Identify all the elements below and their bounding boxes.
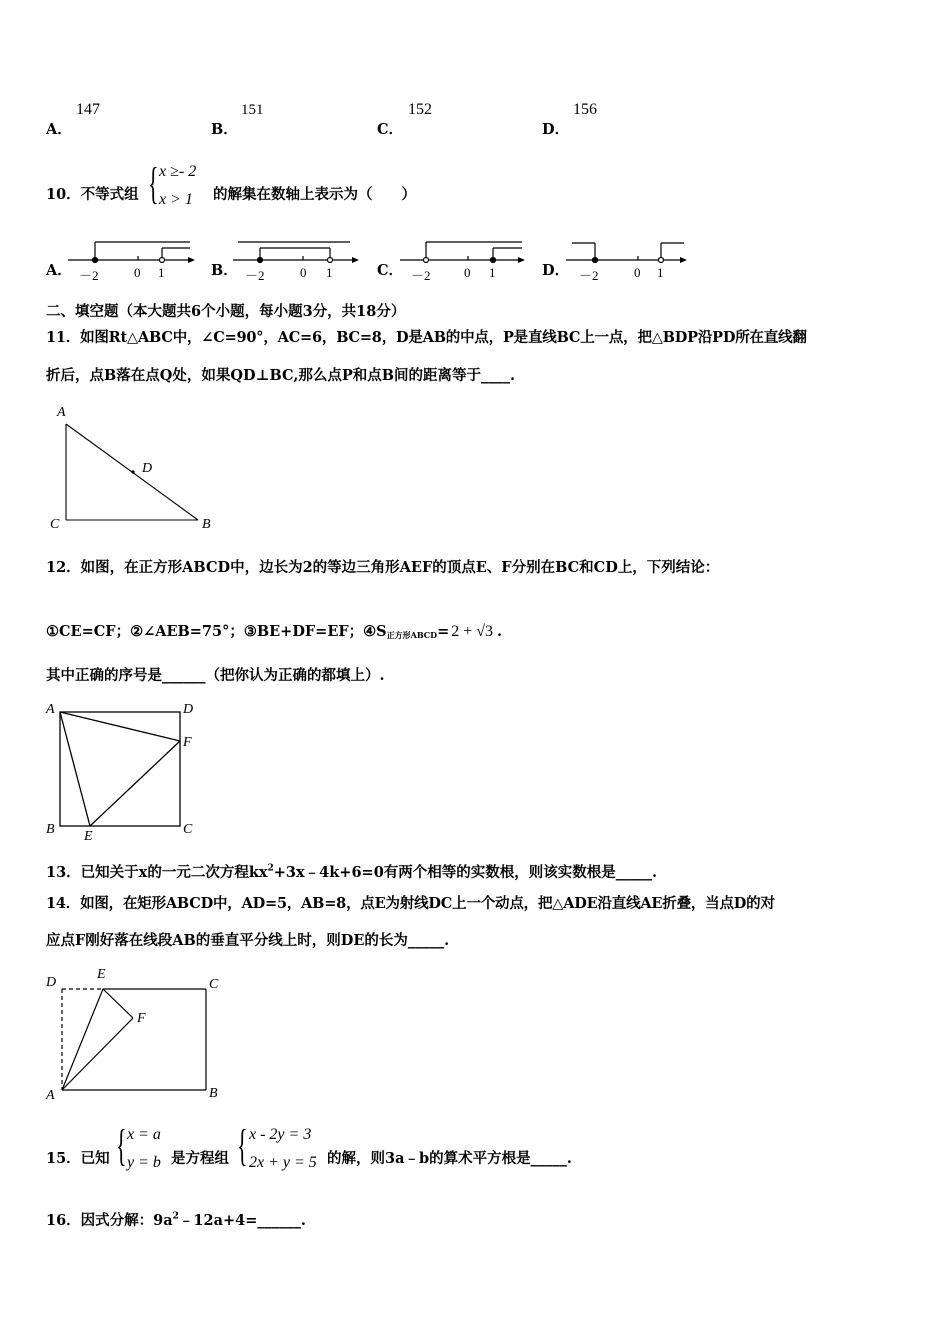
q12-label-e: E <box>84 829 93 844</box>
q10-inequality-2: x > 1 <box>159 191 193 208</box>
q16-pre: 16．因式分解：9a <box>46 1212 173 1229</box>
q9-option-d-letter: D． <box>542 121 570 138</box>
q13-pre: 13．已知关于x的一元二次方程kx <box>46 864 268 881</box>
q9-option-c-letter: C． <box>377 121 404 138</box>
q9-option-b-letter: B． <box>211 121 238 138</box>
q10a-point-1 <box>160 258 165 263</box>
section-2-heading: 二、填空题（本大题共6个小题，每小题3分，共18分） <box>46 303 406 320</box>
q15-brace-2: { <box>237 1121 248 1170</box>
q10c-tick-0: 0 <box>464 265 471 280</box>
q12-line-3: 其中正确的序号是______（把你认为正确的都填上）. <box>46 667 385 684</box>
q10b-tick-0: 0 <box>300 265 307 280</box>
question-16 <box>46 1210 306 1229</box>
q14-line-1: 14．如图，在矩形ABCD中，AD=5，AB=8，点E为射线DC上一个动点，把△ADE沿直线AE折叠，当点D的对 <box>46 895 775 912</box>
q9-option-a-letter: A． <box>46 121 72 138</box>
q10d-point-1 <box>659 258 664 263</box>
q12-label-a: A <box>46 702 55 717</box>
q10-inequality-1: x ≥- 2 <box>159 163 197 180</box>
q10d-arrow <box>680 257 687 263</box>
q12-equals: = <box>437 623 450 640</box>
q15-system1-line1: x = a <box>127 1126 161 1143</box>
q10c-point-1 <box>491 258 496 263</box>
q10-brace: { <box>148 159 159 208</box>
q10a-tick-1: 1 <box>158 265 165 280</box>
q10b-point-1 <box>328 258 333 263</box>
q15-system1-line2: y = b <box>127 1154 161 1171</box>
q11-line-1: 11．如图Rt△ABC中，∠C=90°，AC=6，BC=8，D是AB的中点，P是直线BC上一点，把△BDP沿PD所在直线翻 <box>46 329 807 346</box>
q10c-point-minus2 <box>424 258 429 263</box>
q11-label-a: A <box>57 405 66 420</box>
q11-side-ab <box>66 424 198 520</box>
q10a-tick-minus2: －2 <box>79 268 99 283</box>
q12-value: 2 + √3 <box>451 623 494 640</box>
q9-option-d-value: 156 <box>573 101 597 118</box>
q10d-tick-0: 0 <box>634 265 641 280</box>
q12-label-f: F <box>183 735 192 750</box>
q12-subscript: 正方形ABCD <box>386 630 438 640</box>
q12-side-ef <box>90 741 180 826</box>
q11-label-c: C <box>50 517 60 532</box>
q12-line-1: 12．如图，在正方形ABCD中，边长为2的等边三角形AEF的顶点E、F分别在BC和CD上，下列结论： <box>46 559 720 576</box>
q9-option-c-value: 152 <box>408 101 432 118</box>
question-13 <box>46 862 657 881</box>
q10-option-c-letter: C． <box>377 262 404 279</box>
q12-conclusions <box>46 621 502 641</box>
q14-label-c: C <box>209 977 219 992</box>
q10c-arrow <box>518 257 525 263</box>
q9-option-b-value: 151 <box>241 102 264 118</box>
q11-line-2: 折后，点B落在点Q处，如果QD⊥BC,那么点P和点B间的距离等于____. <box>46 367 516 384</box>
q10-option-a-letter: A． <box>46 262 72 279</box>
q9-option-a-value: 147 <box>76 101 100 118</box>
q12-label-c: C <box>183 822 193 837</box>
q14-line-ef <box>103 989 133 1018</box>
q10a-tick-0: 0 <box>134 265 141 280</box>
q15-post: 的解，则3a﹣b的算术平方根是_____. <box>327 1150 572 1167</box>
q10a-point-minus2 <box>93 258 98 263</box>
q10a-arrow <box>188 257 195 263</box>
q10b-tick-1: 1 <box>326 265 333 280</box>
q15-system2-line1: x - 2y = 3 <box>249 1126 312 1143</box>
q10d-tick-minus2: －2 <box>579 268 599 283</box>
q16-post: ﹣12a+4=______. <box>178 1212 306 1229</box>
q14-label-a: A <box>46 1088 55 1103</box>
q12-square <box>60 712 180 826</box>
q14-label-d: D <box>46 975 57 990</box>
q11-point-d <box>131 470 134 473</box>
q14-label-e: E <box>97 967 106 982</box>
q10c-tick-1: 1 <box>489 265 496 280</box>
q10b-arrow <box>352 257 359 263</box>
q10b-tick-minus2: －2 <box>245 268 265 283</box>
q13-sup: 2 <box>267 863 274 874</box>
q12-side-af <box>60 712 180 741</box>
q14-line-af <box>62 1018 133 1090</box>
q10-suffix: 的解集在数轴上表示为（ ） <box>213 186 416 203</box>
q12-conclusions-text: ①CE=CF；②∠AEB=75°；③BE+DF=EF；④S <box>46 623 387 640</box>
q10b-point-minus2 <box>258 258 263 263</box>
q10c-tick-minus2: －2 <box>411 268 431 283</box>
q15-pre: 15．已知 <box>46 1150 110 1167</box>
q13-post: +3x﹣4k+6=0有两个相等的实数根，则该实数根是_____. <box>273 864 658 881</box>
q15-system2-line2: 2x + y = 5 <box>249 1154 317 1171</box>
q12-label-b: B <box>46 822 55 837</box>
q10-option-b-letter: B． <box>211 262 238 279</box>
q15-mid: 是方程组 <box>171 1150 229 1167</box>
q10d-point-minus2 <box>593 258 598 263</box>
q16-sup: 2 <box>172 1211 179 1222</box>
q12-side-ae <box>60 712 90 826</box>
q10-option-d-letter: D． <box>542 262 570 279</box>
q14-label-b: B <box>209 1086 218 1101</box>
q12-period: . <box>497 623 503 640</box>
q10d-tick-1: 1 <box>657 265 664 280</box>
q14-line-2: 应点F刚好落在线段AB的垂直平分线上时，则DE的长为_____. <box>46 932 450 949</box>
q14-line-ae <box>62 989 103 1090</box>
q12-label-d: D <box>183 702 194 717</box>
q11-label-b: B <box>202 517 211 532</box>
q11-label-d: D <box>142 461 153 476</box>
q10-prefix: 10．不等式组 <box>46 186 139 203</box>
q14-label-f: F <box>137 1011 146 1026</box>
q15-brace-1: { <box>116 1121 127 1170</box>
